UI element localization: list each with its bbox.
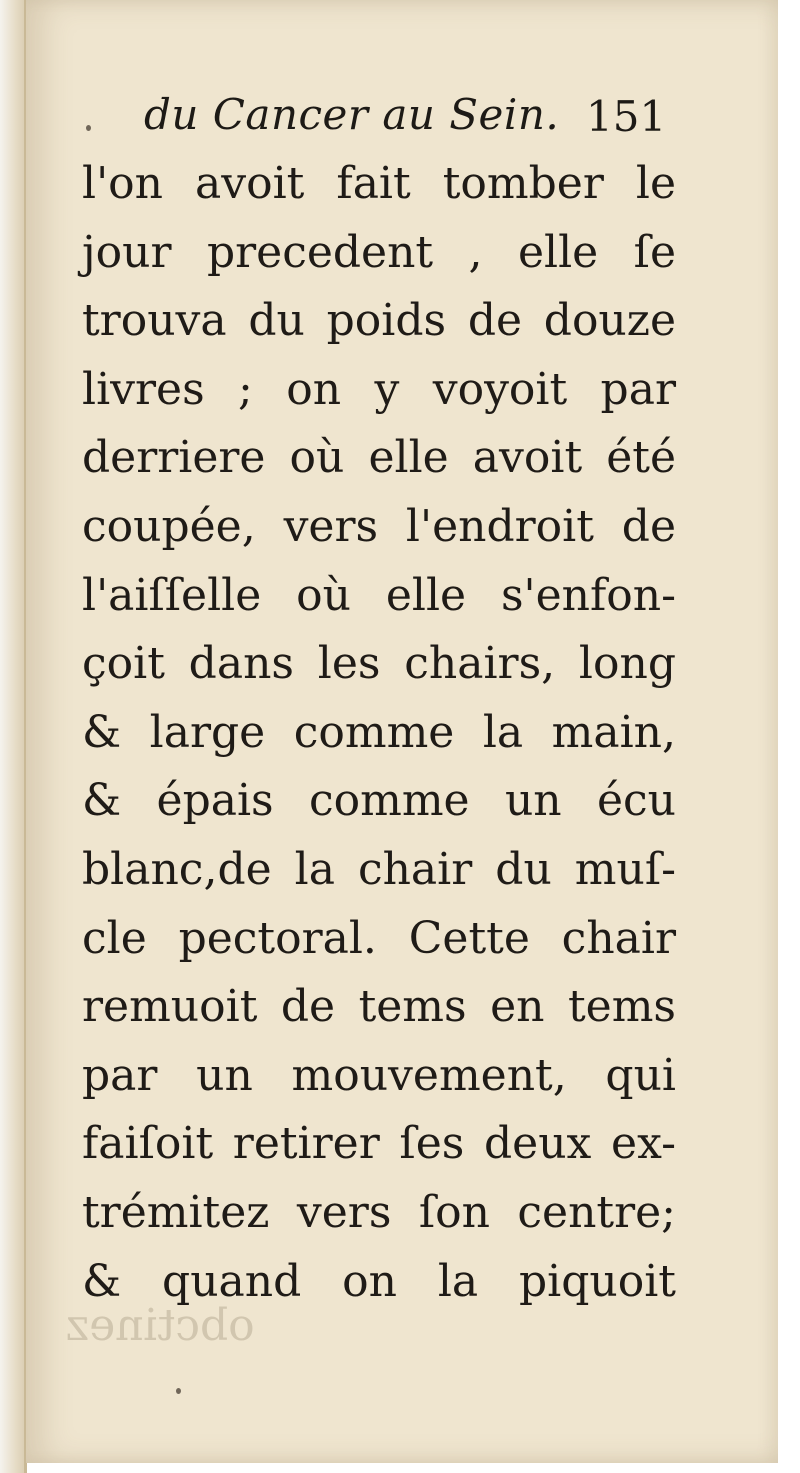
text-line: cle pectoral. Cette chair: [82, 912, 676, 964]
text-line: derriere où elle avoit été: [82, 432, 676, 484]
text-line: livres ; on y voyoit par: [82, 363, 676, 415]
text-line: remuoit de tems en tems: [82, 981, 676, 1033]
ink-speck: [86, 125, 91, 131]
binding-gutter: [0, 0, 26, 1473]
page-header: [26, 82, 778, 152]
show-through-text: obctinez: [66, 1300, 255, 1351]
text-line: faiſoit retirer ſes deux ex-: [82, 1118, 676, 1170]
text-line: trémitez vers ſon centre;: [82, 1186, 676, 1238]
book-page: [26, 0, 778, 1463]
ink-speck: [176, 1388, 181, 1394]
running-title: du Cancer au Sein.: [144, 90, 560, 139]
text-line: & large comme la main,: [82, 706, 676, 758]
text-line: coupée, vers l'endroit de: [82, 500, 676, 552]
text-line: & quand on la piquoit: [82, 1255, 676, 1307]
text-line: l'on avoit fait tomber le: [82, 158, 676, 209]
text-line: jour precedent , elle ſe: [82, 226, 676, 278]
text-line: l'aiſſelle où elle s'enfon-: [82, 569, 676, 621]
text-line: par un mouvement, qui: [82, 1049, 676, 1101]
text-line: çoit dans les chairs, long: [82, 638, 676, 690]
body-text: [82, 150, 676, 1316]
text-line: trouva du poids de douze: [82, 295, 676, 347]
text-line: & épais comme un écu: [82, 775, 676, 827]
text-line: blanc,de la chair du muſ-: [82, 843, 676, 895]
page-number: 151: [586, 92, 667, 141]
